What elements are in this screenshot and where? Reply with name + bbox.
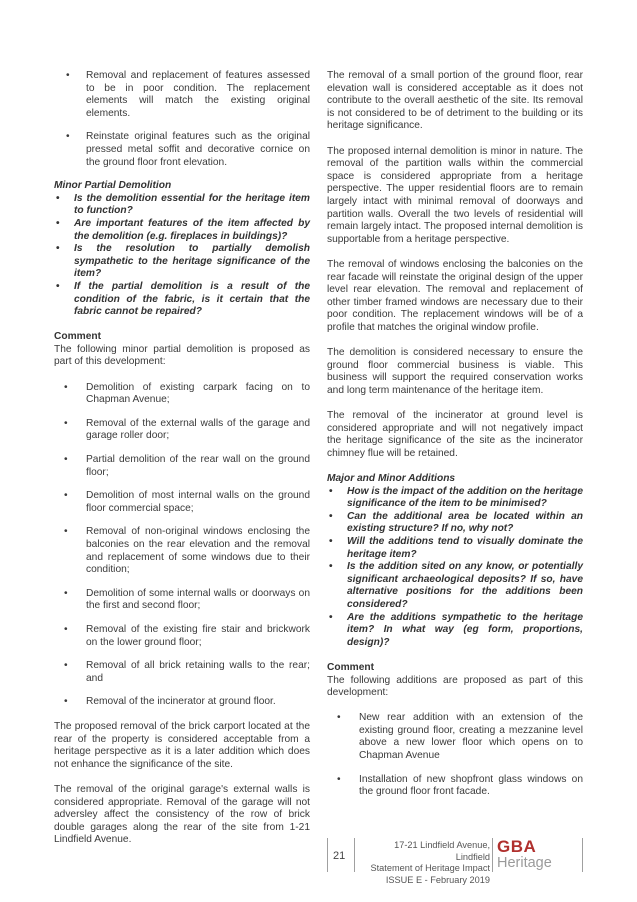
page-number: 21 — [333, 850, 346, 862]
list-item: • Removal of all brick retaining walls to the rear; and — [54, 660, 310, 685]
question-item: • Is the addition sited on any know, or potentially significant archaeological deposits? If so, have alternative positions for the additions been considered? — [327, 561, 583, 611]
list-item: • Installation of new shopfront glass windows on the ground floor front facade. — [327, 774, 583, 799]
comment-intro: The following minor partial demolition is proposed as part of this development: — [54, 343, 310, 368]
question-item: • Can the additional area be located within an existing structure? If no, why not? — [327, 511, 583, 536]
list-item: • Demolition of existing carpark facing on to Chapman Avenue; — [54, 382, 310, 407]
question-item: • Is the resolution to partially demolish sympathetic to the heritage significance of the item? — [54, 243, 310, 281]
paragraph: The removal of a small portion of the ground floor, rear elevation wall is considered acceptable as it does not contribute to the overall aesthetic of the site. Its removal is not considered to be of detriment to the building or its heritage significance. — [327, 70, 583, 132]
additions-list — [327, 712, 583, 799]
list-item: • Removal of non-original windows enclosing the balconies on the rear elevation and the removal and replacement of some windows due to their condition; — [54, 526, 310, 576]
footer-document-info — [362, 840, 490, 886]
section-heading-minor-demolition: Minor Partial Demolition — [54, 180, 172, 192]
section-heading-additions: Major and Minor Additions — [327, 473, 456, 484]
comment-heading: Comment — [327, 661, 374, 673]
comment-intro: The following additions are proposed as part of this development: — [327, 674, 583, 699]
paragraph: The demolition is considered necessary to ensure the ground floor commercial business is viable. This business will support the required conservation works and long term maintenance of the heritage item. — [327, 347, 583, 396]
question-item: • Are the additions sympathetic to the heritage item? In what way (eg form, proportions, design)? — [327, 612, 583, 650]
footer-address: 17-21 Lindfield Avenue, Lindfield — [394, 840, 490, 862]
list-item: • Removal and replacement of features assessed to be in poor condition. The replacement elements will match the existing original elements. — [54, 70, 310, 120]
additions-questions — [327, 486, 583, 650]
logo-gba-text: GBA — [497, 837, 537, 856]
question-item: • How is the impact of the addition on the heritage significance of the item to be minimised? — [327, 486, 583, 511]
logo-heritage-text: Heritage — [497, 855, 552, 871]
left-column — [54, 70, 310, 859]
paragraph: The proposed removal of the brick carport located at the rear of the property is considered acceptable from a heritage perspective as it is a later addition which does not enhance the significance of the site. — [54, 720, 310, 770]
minor-demolition-questions — [54, 193, 310, 319]
intro-bullet-list — [54, 70, 310, 169]
question-item: • If the partial demolition is a result of the condition of the fabric, is it certain that the fabric cannot be repaired? — [54, 281, 310, 319]
right-column — [327, 70, 583, 810]
list-item: • Removal of the incinerator at ground floor. — [54, 696, 310, 709]
demolition-list — [54, 382, 310, 709]
paragraph: The removal of the original garage's external walls is considered appropriate. Removal of the garage will not adversley affect the consistency of the row of brick double garages along the rear of the site from 1-21 Lindfield Avenue. — [54, 783, 310, 846]
footer-divider — [354, 838, 355, 872]
list-item: • Demolition of some internal walls or doorways on the first and second floor; — [54, 588, 310, 613]
paragraph: The proposed internal demolition is minor in nature. The removal of the partition walls within the commercial space is considered appropriate from a heritage perspective. The upper residential floors are to remain largely intact with minimal removal of doorways and partition walls. Overall the two levels of residential will remain largely intact. The proposed internal demolition is supportable from a heritage perspective. — [327, 145, 583, 245]
list-item: • Reinstate original features such as the original pressed metal soffit and decorative cornice on the ground floor front elevation. — [54, 131, 310, 169]
question-item: • Is the demolition essential for the heritage item to function? — [54, 193, 310, 218]
list-item: • Removal of the existing fire stair and brickwork on the lower ground floor; — [54, 624, 310, 649]
question-item: • Are important features of the item affected by the demolition (e.g. fireplaces in buildings)? — [54, 218, 310, 243]
footer-issue: ISSUE E - February 2019 — [385, 874, 490, 885]
footer-document-title: Statement of Heritage Impact — [370, 863, 490, 873]
comment-heading: Comment — [54, 331, 101, 343]
footer-divider — [327, 838, 328, 872]
list-item: • New rear addition with an extension of the existing ground floor, creating a mezzanine level above a new lower floor which opens on to Chapman Avenue — [327, 712, 583, 762]
question-item: • Will the additions tend to visually dominate the heritage item? — [327, 536, 583, 561]
paragraph: The removal of windows enclosing the balconies on the rear facade will reinstate the original design of the upper level rear elevation. The removal and replacement of other timber framed windows are necessary due to their poor condition. The replacement windows will be of a profile that matches the original window profile. — [327, 258, 583, 333]
footer-divider — [492, 838, 493, 872]
list-item: • Demolition of most internal walls on the ground floor commercial space; — [54, 490, 310, 515]
list-item: • Partial demolition of the rear wall on the ground floor; — [54, 454, 310, 479]
footer-divider — [582, 838, 583, 872]
page-footer — [0, 837, 637, 885]
paragraph: The removal of the incinerator at ground level is considered appropriate and will not negatively impact the heritage significance of the site as the incinerator chimney flue will be retained. — [327, 410, 583, 459]
gba-heritage-logo — [497, 838, 577, 872]
list-item: • Removal of the external walls of the garage and garage roller door; — [54, 418, 310, 443]
